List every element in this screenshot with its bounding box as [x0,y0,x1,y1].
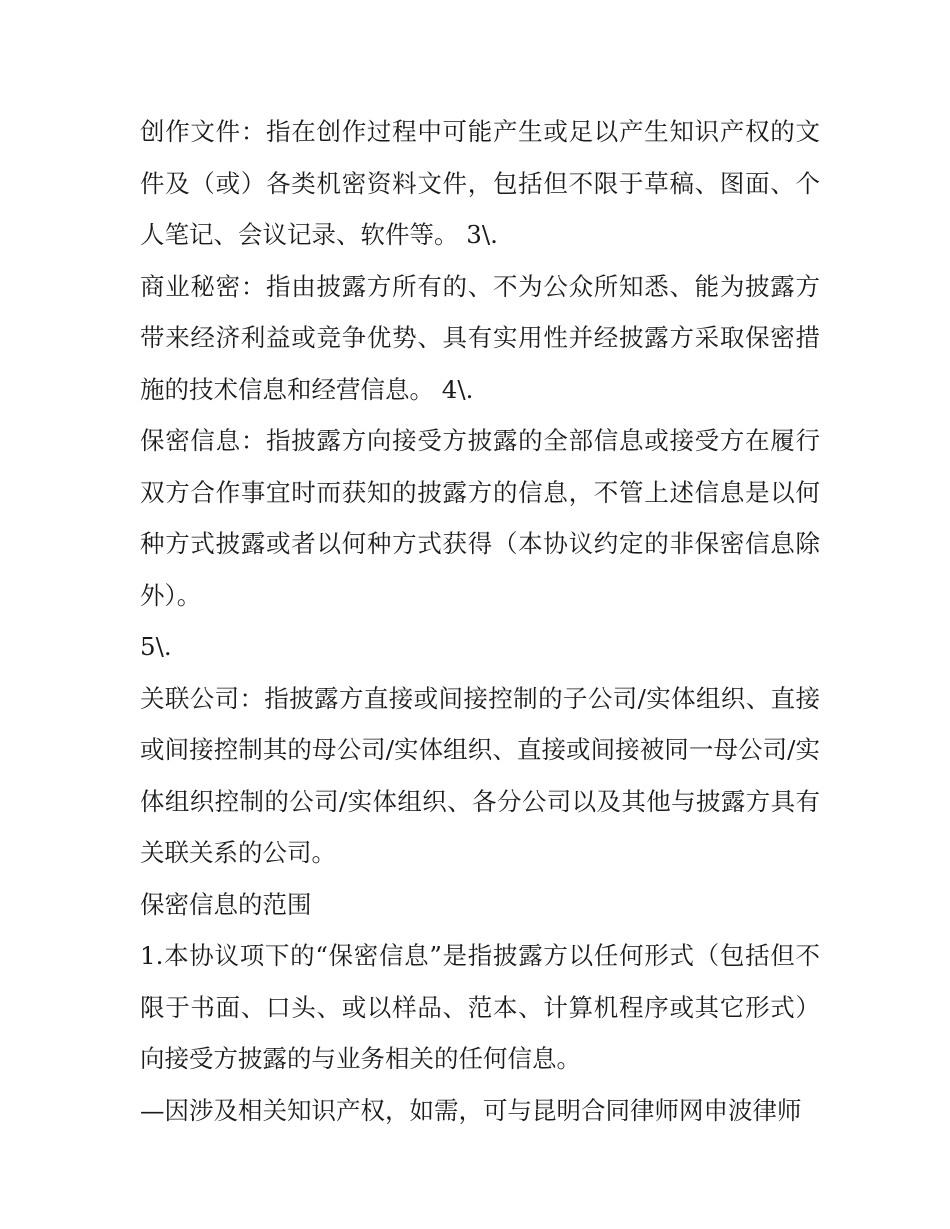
document-body [140,106,820,1136]
paragraph-item-5: 5\. [140,632,172,661]
paragraph-scope-1: 1.本协议项下的“保密信息”是指披露方以任何形式（包括但不限于书面、口头、或以样品、范本、计算机程序或其它形式）向接受方披露的与业务相关的任何信息。 [140,941,820,1073]
paragraph-affiliate: 关联公司：指披露方直接或间接控制的子公司/实体组织、直接或间接控制其的母公司/实体组织、直接或间接被同一母公司/实体组织控制的公司/实体组织、各分公司以及其他与披露方具有关联关系的公司。 [140,683,820,867]
paragraph-notice: —因涉及相关知识产权，如需，可与昆明合同律师网申波律师 [140,1095,802,1125]
paragraph-confidential-info: 保密信息：指披露方向接受方披露的全部信息或接受方在履行双方合作事宜时而获知的披露方的信息，不管上述信息是以何种方式披露或者以何种方式获得（本协议约定的非保密信息除外）。 [140,426,820,610]
section-heading-scope: 保密信息的范围 [140,889,312,919]
paragraph-trade-secret: 商业秘密：指由披露方所有的、不为公众所知悉、能为披露方带来经济利益或竞争优势、具有实用性并经披露方采取保密措施的技术信息和经营信息。 4\. [140,271,820,404]
paragraph-creative-files: 创作文件：指在创作过程中可能产生或足以产生知识产权的文件及（或）各类机密资料文件，包括但不限于草稿、图面、个人笔记、会议记录、软件等。 3\. [140,117,820,249]
